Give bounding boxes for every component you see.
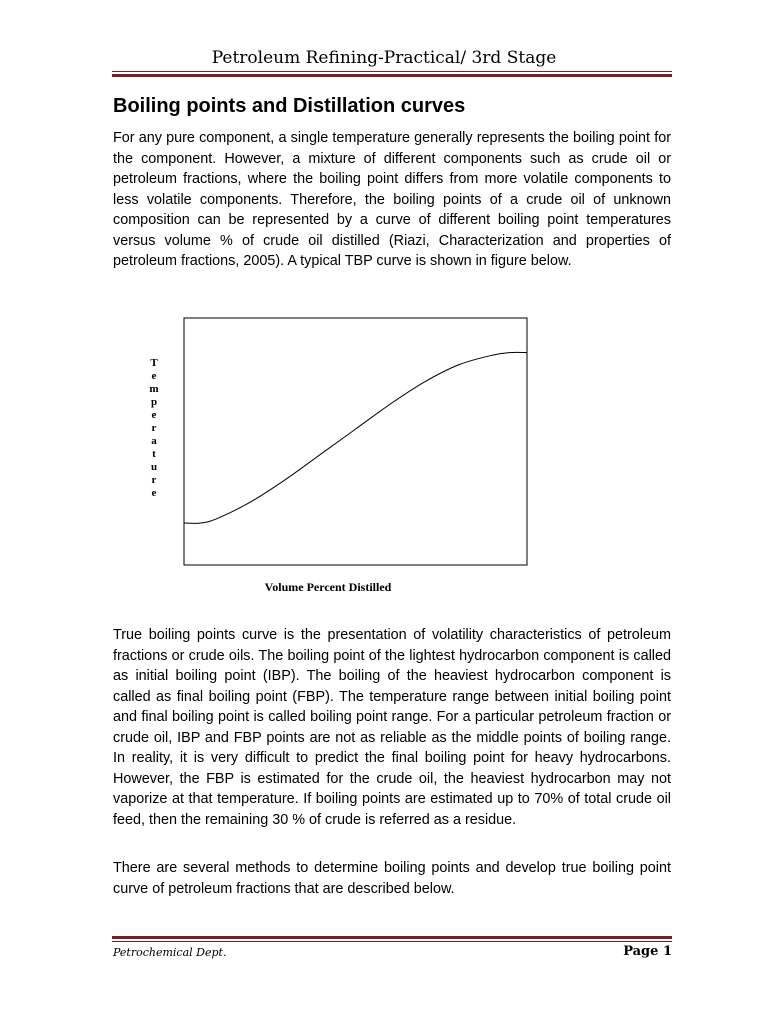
paragraph-tbp-definition: True boiling points curve is the presentation of volatility characteristics of petroleum fractions or crude oils. The boiling point of the lightest hydrocarbon component is called as initial boiling point (IBP). The boiling of the heaviest hydrocarbon component is called as final boiling point (FBP). The temperature range between initial boiling point and final boiling point is called boiling point range. For a particular petroleum fraction or crude oil, IBP and FBP points are not as reliable as the middle points of boiling range. In reality, it is very difficult to predict the final boiling point for heavy hydrocarbons. However, the FBP is estimated for the crude oil, the heaviest hydrocarbon may not vaporize at that temperature. If boiling points are estimated up to 70% of total crude oil feed, then the remaining 30 % of crude is referred as a residue. [113, 627, 671, 828]
y-axis-label-letter: t [152, 448, 156, 460]
y-axis-label-letter: m [149, 383, 159, 395]
y-axis-label-letter: e [151, 409, 157, 421]
plot-frame [184, 318, 527, 565]
y-axis-label-letter: u [150, 461, 158, 473]
header-rule [112, 71, 672, 77]
footer-department: Petrochemical Dept. [113, 946, 227, 959]
y-axis-label-letter: p [150, 396, 158, 408]
y-axis-label-letter: r [151, 474, 157, 486]
paragraph-methods: There are several methods to determine boiling points and develop true boiling point curve of petroleum fractions that are described below. [113, 860, 671, 897]
y-axis-label-letter: e [151, 487, 157, 499]
y-axis-label-letter: T [150, 357, 158, 369]
footer-rule [112, 936, 672, 942]
y-axis-label [149, 357, 158, 499]
section-heading: Boiling points and Distillation curves [113, 95, 466, 117]
footer-page-number: Page 1 [623, 944, 672, 959]
running-header: Petroleum Refining-Practical/ 3rd Stage [211, 48, 557, 68]
x-axis-label: Volume Percent Distilled [264, 580, 392, 594]
y-axis-label-letter: e [151, 370, 157, 382]
paragraph-intro: For any pure component, a single temperature generally represents the boiling point for the component. However, a mixture of different components such as crude oil or petroleum fractions, where the boiling point differs from more volatile components to less volatile components. Therefore, the boiling points of a crude oil of unknown composition can be represented by a curve of different boiling point temperatures versus volume % of crude oil distilled (Riazi, Characterization and properties of petroleum fractions, 2005). A typical TBP curve is shown in figure below. [113, 130, 671, 269]
y-axis-label-letter: a [151, 435, 157, 447]
tbp-chart [148, 316, 538, 601]
y-axis-label-letter: r [151, 422, 157, 434]
tbp-curve-figure [148, 316, 538, 601]
